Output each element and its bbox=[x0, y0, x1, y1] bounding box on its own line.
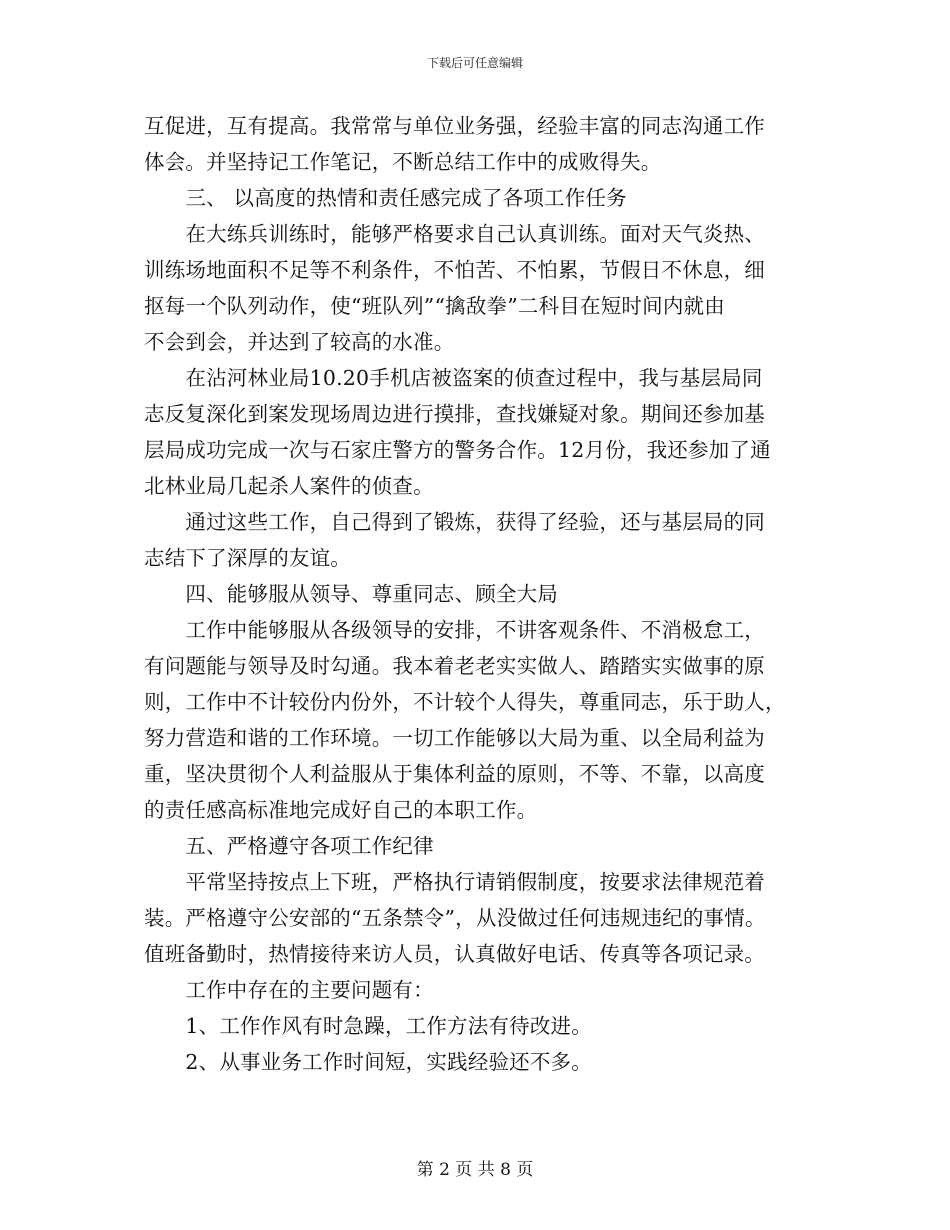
text-line: 的责任感高标准地完成好自己的本职工作。 bbox=[144, 798, 538, 822]
text-line: 训练场地面积不足等不利条件，不怕苦、不怕累，节假日不休息，细 bbox=[144, 258, 765, 282]
page-footer: 第 2 页 共 8 页 bbox=[416, 1160, 534, 1180]
list-item: 2、从事业务工作时间短，实践经验还不多。 bbox=[144, 1050, 592, 1074]
section-heading: 四、能够服从领导、尊重同志、顾全大局 bbox=[144, 582, 558, 606]
text-line: 志结下了深厚的友谊。 bbox=[144, 546, 351, 570]
page-header: 下载后可任意编辑 bbox=[426, 56, 523, 70]
text-line: 体会。并坚持记工作笔记，不断总结工作中的成败得失。 bbox=[144, 150, 662, 174]
text-line: 互促进，互有提高。我常常与单位业务强，经验丰富的同志沟通工作 bbox=[144, 114, 765, 138]
text-line: 工作中能够服从各级领导的安排，不讲客观条件、不消极怠工， bbox=[144, 618, 765, 642]
text-line: 有问题能与领导及时勾通。我本着老老实实做人、踏踏实实做事的原 bbox=[144, 654, 765, 678]
document-body bbox=[144, 108, 804, 1080]
section-heading: 三、 以高度的热情和责任感完成了各项工作任务 bbox=[144, 186, 627, 210]
text-line: 值班备勤时，热情接待来访人员，认真做好电话、传真等各项记录。 bbox=[144, 942, 765, 966]
text-line: 通过这些工作，自己得到了锻炼，获得了经验，还与基层局的同 bbox=[144, 510, 765, 534]
text-line: 在沾河林业局10.20手机店被盗案的侦查过程中，我与基层局同 bbox=[144, 366, 763, 390]
text-line: 重，坚决贯彻个人利益服从于集体利益的原则，不等、不靠，以高度 bbox=[144, 762, 765, 786]
text-line: 志反复深化到案发现场周边进行摸排，查找嫌疑对象。期间还参加基 bbox=[144, 402, 765, 426]
text-line: 层局成功完成一次与石家庄警方的警务合作。12月份，我还参加了通 bbox=[144, 438, 771, 462]
text-line: 装。严格遵守公安部的“五条禁令”，从没做过任何违规违纪的事情。 bbox=[144, 906, 766, 930]
section-heading: 五、严格遵守各项工作纪律 bbox=[144, 834, 434, 858]
text-line: 工作中存在的主要问题有： bbox=[144, 978, 434, 1002]
text-line: 在大练兵训练时，能够严格要求自己认真训练。面对天气炎热、 bbox=[144, 222, 765, 246]
text-line: 努力营造和谐的工作环境。一切工作能够以大局为重、以全局利益为 bbox=[144, 726, 765, 750]
list-item: 1、工作作风有时急躁，工作方法有待改进。 bbox=[144, 1014, 592, 1038]
text-line: 北林业局几起杀人案件的侦查。 bbox=[144, 474, 434, 498]
text-line: 平常坚持按点上下班，严格执行请销假制度，按要求法律规范着 bbox=[144, 870, 765, 894]
text-line: 不会到会，并达到了较高的水准。 bbox=[144, 330, 455, 354]
text-line: 抠每一个队列动作，使“班队列”“擒敌拳”二科目在短时间内就由 bbox=[144, 294, 725, 318]
text-line: 则，工作中不计较份内份外，不计较个人得失，尊重同志，乐于助人， bbox=[144, 690, 786, 714]
